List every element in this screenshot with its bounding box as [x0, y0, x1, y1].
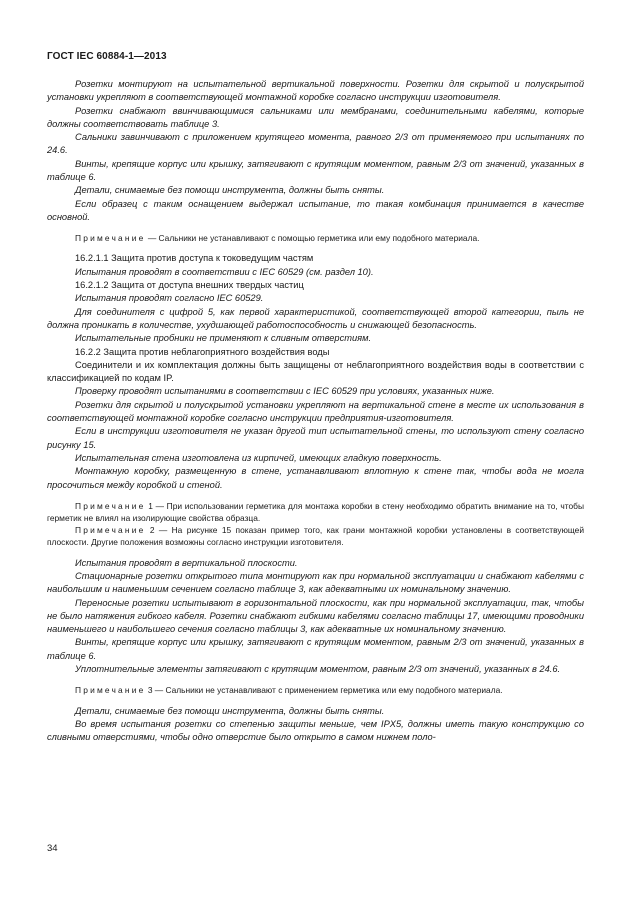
- document-body: [47, 78, 584, 744]
- paragraph: Переносные розетки испытывают в горизонтальной плоскости, как при нормальной эксплуатации, так, чтобы не было натяжения гибкого кабеля. Розетки снабжают гибкими кабелями согласно таблицы 17, имеющими проводники наименьшего и наибольшего сечения согласно таблицы 3, как адекватные их номинальному значению.: [47, 597, 584, 635]
- paragraph: Розетки для скрытой и полускрытой установки укрепляют на вертикальной стене в месте их использования в соответствующей монтажной коробке согласно инструкции предприятия-изготовителя.: [47, 399, 584, 424]
- paragraph: Если образец с таким оснащением выдержал испытание, то такая комбинация принимается в качестве основной.: [47, 198, 584, 222]
- section-heading: 16.2.2 Защита против неблагоприятного воздействия воды: [75, 346, 330, 357]
- paragraph: Испытания проводят согласно IEC 60529.: [75, 293, 264, 304]
- page-number: 34: [47, 843, 58, 854]
- note-text: — Сальники не устанавливают с помощью герметика или ему подобного материала.: [147, 233, 480, 244]
- paragraph: Стационарные розетки открытого типа монтируют как при нормальной эксплуатации и снабжают кабелями с наибольшим и наименьшим сечением согласно таблице 3, как адекватными их номинальному значению.: [47, 570, 584, 595]
- note: [47, 684, 584, 696]
- paragraph: Уплотнительные элементы затягивают с крутящим моментом, равным 2/3 от значений, указанных в 24.6.: [75, 664, 561, 674]
- paragraph: Розетки монтируют на испытательной вертикальной поверхности. Розетки для скрытой и полускрытой установки укрепляют в соответствующей монтажной коробке согласно инструкции изготовителя.: [47, 79, 584, 103]
- paragraph: Розетки снабжают ввинчивающимися сальниками или мембранами, соединительными кабелями, которые должны соответствовать таблице 3.: [47, 105, 584, 129]
- note-text: 3 — Сальники не устанавливают с применением герметика или ему подобного материала.: [147, 685, 503, 696]
- section-heading: 16.2.1.1 Защита против доступа к токоведущим частям: [75, 253, 314, 264]
- paragraph: Монтажную коробку, размещенную в стене, устанавливают вплотную к стене так, чтобы вода не могла просочиться между коробкой и стеной.: [47, 466, 584, 490]
- paragraph: Винты, крепящие корпус или крышку, затягивают с крутящим моментом, равным 2/3 от значений, указанных в таблице 6.: [47, 158, 584, 183]
- paragraph: Испытательные пробники не применяют к сливным отверстиям.: [75, 333, 372, 344]
- note-label: Примечание: [75, 525, 146, 536]
- paragraph: Если в инструкции изготовителя не указан другой тип испытательной стены, то используют стену согласно рисунку 15.: [47, 426, 584, 450]
- note: [47, 524, 584, 548]
- paragraph: Испытательная стена изготовлена из кирпичей, имеющих гладкую поверхность.: [75, 452, 442, 463]
- note: [47, 500, 584, 524]
- paragraph: Испытания проводят в вертикальной плоскости.: [75, 557, 298, 568]
- note-label: Примечание: [75, 685, 146, 696]
- standard-header: ГОСТ IEC 60884-1—2013: [47, 51, 167, 62]
- note-text: 2 — На рисунке 15 показан пример того, как грани монтажной коробки установлены в соответствующей плоскости. Другие положения возможны согласно инструкции изготовителя.: [47, 525, 584, 548]
- paragraph: Соединители и их комплектация должны быть защищены от неблагоприятного воздействия воды в соответствии с классификацией по кодам IP.: [47, 359, 584, 384]
- paragraph: Испытания проводят в соответствии с IEC 60529 (см. раздел 10).: [75, 266, 374, 277]
- note-text: 1 — При использовании герметика для монтажа коробки в стену необходимо обратить внимание на то, чтобы герметик не влиял на изолирующие свойства образца.: [47, 500, 584, 524]
- paragraph: Сальники завинчивают с приложением крутящего момента, равного 2/3 от применяемого при испытаниях по 24.6.: [47, 132, 584, 156]
- paragraph: Винты, крепящие корпус или крышку, затягивают с крутящим моментом, равным 2/3 от значений, указанных в таблице 6.: [47, 637, 584, 661]
- note-label: Примечание: [75, 233, 146, 244]
- paragraph: Детали, снимаемые без помощи инструмента, должны быть сняты.: [75, 705, 385, 716]
- note-label: Примечание: [75, 500, 146, 511]
- note: [47, 232, 584, 244]
- paragraph: Детали, снимаемые без помощи инструмента, должны быть сняты.: [75, 185, 385, 196]
- paragraph: Проверку проводят испытаниями в соответствии с IEC 60529 при условиях, указанных ниже.: [75, 386, 495, 397]
- paragraph: Во время испытания розетки со степенью защиты меньше, чем IPX5, должны иметь такую конструкцию со сливными отверстиями, чтобы одно отверстие было открыто в самом нижнем поло-: [47, 718, 584, 743]
- paragraph: Для соединителя с цифрой 5, как первой характеристикой, соответствующей второй категории, пыль не должна проникать в количестве, ухудшающей работоспособность и снижающей безопасность.: [47, 306, 584, 330]
- section-heading: 16.2.1.2 Защита от доступа внешних твердых частиц: [75, 280, 304, 291]
